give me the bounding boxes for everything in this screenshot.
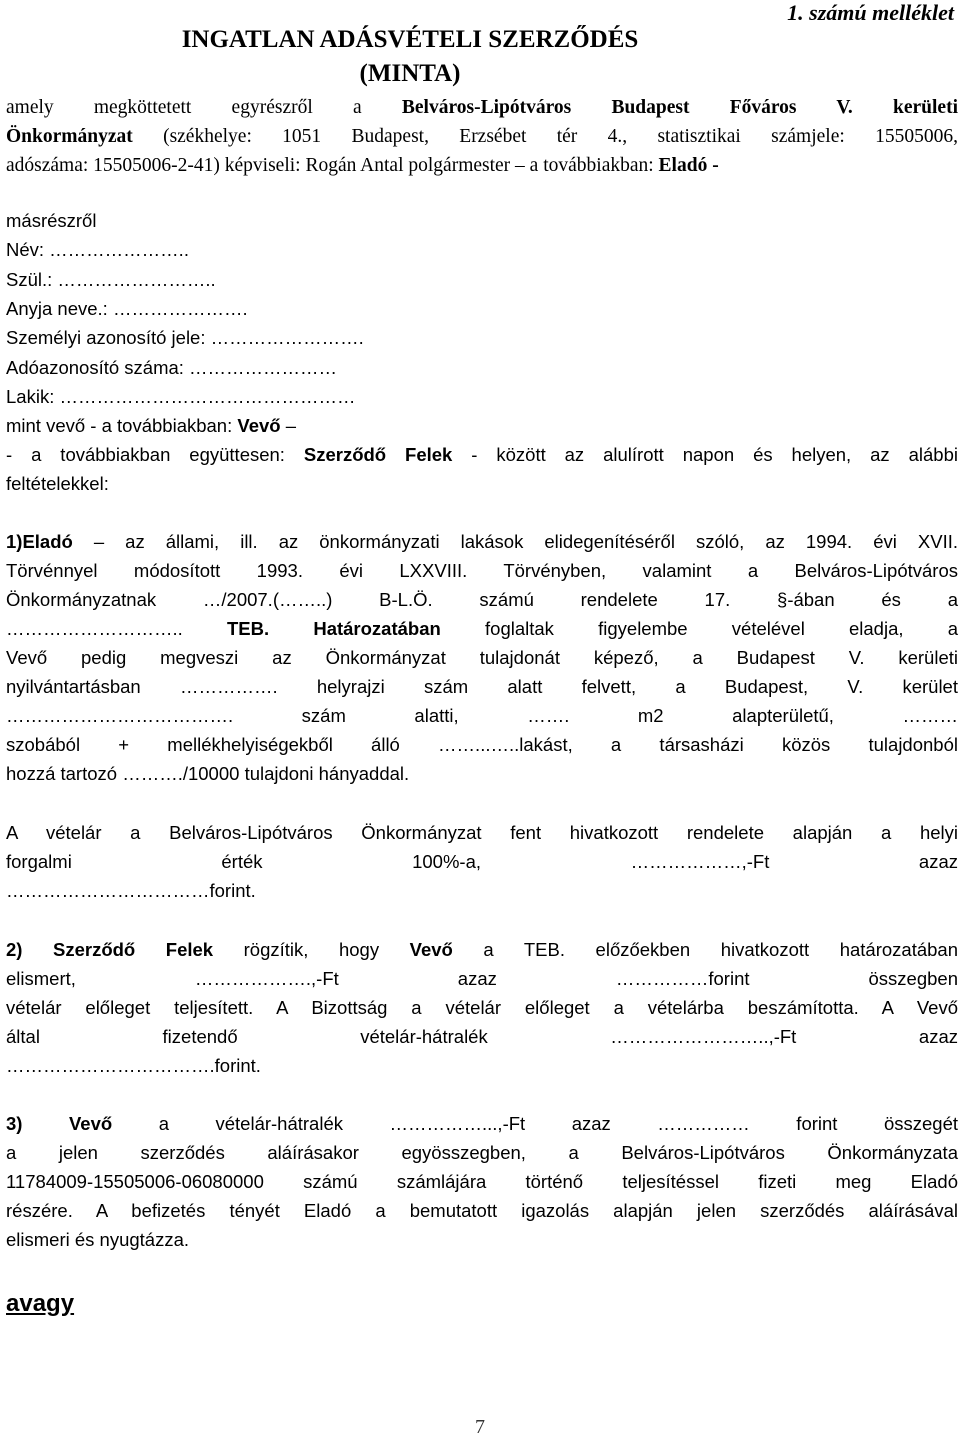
seller-name-end: Önkormányzat bbox=[6, 126, 133, 147]
buyer-label: Vevő bbox=[237, 415, 281, 436]
page-number: 7 bbox=[475, 1416, 485, 1438]
committee-label: TEB. bbox=[226, 618, 270, 639]
section2-line-3: vételár előleget teljesített. A Bizottság a vételár előleget a vételárba beszámította. A Vevő bbox=[6, 997, 958, 1018]
section3-line-5: elismeri és nyugtázza. bbox=[6, 1229, 190, 1250]
section1-line-6: nyilvántartásban ……………. helyrajzi szám alatt felvett, a Budapest, V. kerület bbox=[6, 676, 958, 697]
section1-text: foglaltak figyelembe vételével eladja, a bbox=[440, 618, 959, 639]
document-subtitle: (MINTA) bbox=[359, 60, 461, 87]
parties-text: - a továbbiakban együttesen: bbox=[6, 444, 304, 465]
section3-line-1 bbox=[6, 1109, 958, 1138]
buyer-mother-field: Anyja neve.: …………………. bbox=[6, 298, 248, 319]
seller-label: Eladó bbox=[658, 155, 708, 176]
section2-text: a TEB. előzőekben hivatkozott határozatában bbox=[452, 939, 958, 960]
intro-line-2 bbox=[6, 122, 958, 151]
parties-label: Szerződő Felek bbox=[303, 444, 453, 465]
buyer-role-text: mint vevő - a továbbiakban: bbox=[6, 415, 238, 436]
document-title: INGATLAN ADÁSVÉTELI SZERZŐDÉS bbox=[181, 26, 639, 53]
intro-line-1 bbox=[6, 93, 958, 122]
section1-text: – az állami, ill. az önkormányzati lakások elidegenítéséről szóló, az 1994. évi XVII. bbox=[72, 531, 958, 552]
section2-line-2: elismert, ……………….,-Ft azaz ……………forint összegben bbox=[6, 968, 958, 989]
price-line-2: forgalmi érték 100%-a, ………………,-Ft azaz bbox=[6, 851, 958, 872]
section1-text: ……………………….. bbox=[6, 618, 227, 639]
intro-text: adószáma: 15505006-2-41) képviseli: Rogán Antal polgármester – a továbbiakban: bbox=[6, 155, 659, 176]
intro-text: (székhelye: 1051 Budapest, Erzsébet tér 4., statisztikai számjele: 15505006, bbox=[132, 126, 958, 147]
alternative-heading: avagy bbox=[6, 1290, 75, 1317]
conditions-line: feltételekkel: bbox=[6, 473, 109, 494]
section3-heading: 3) Vevő bbox=[6, 1113, 113, 1134]
buyer-role-text: – bbox=[280, 415, 297, 436]
section1-line-5: Vevő pedig megveszi az Önkormányzat tulajdonát képező, a Budapest V. kerületi bbox=[6, 647, 958, 668]
section1-line-1 bbox=[6, 527, 958, 556]
section1-heading: 1)Eladó bbox=[6, 531, 73, 552]
price-line-1: A vételár a Belváros-Lipótváros Önkormányzat fent hivatkozott rendelete alapján a helyi bbox=[6, 822, 958, 843]
section1-line-8: szobából + mellékhelyiségekből álló ……...…..lakást, a társasházi közös tulajdonból bbox=[6, 734, 958, 755]
buyer-name-field: Név: ………………….. bbox=[6, 239, 189, 260]
section2-line-5: …………………………….forint. bbox=[6, 1055, 261, 1076]
section1-line-2: Törvénnyel módosított 1993. évi LXXVIII. Törvényben, valamint a Belváros-Lipótváros bbox=[6, 560, 958, 581]
section2-line-4: által fizetendő vételár-hátralék ……………………..,-Ft azaz bbox=[6, 1026, 958, 1047]
section1-line-3: Önkormányzatnak …/2007.(……..) B-L.Ö. számú rendelete 17. §-ában és a bbox=[6, 589, 958, 610]
parties-line bbox=[6, 440, 958, 469]
resolution-label: Határozatában bbox=[313, 618, 441, 639]
intro-text: - bbox=[707, 155, 719, 176]
seller-name: Belváros-Lipótváros Budapest Főváros V. kerületi bbox=[401, 97, 959, 118]
section3-line-3: 11784009-15505006-06080000 számú számlájára történő teljesítéssel fizeti meg Eladó bbox=[6, 1171, 958, 1192]
section2-line-1 bbox=[6, 935, 958, 964]
section2-text: rögzítik, hogy bbox=[213, 939, 410, 960]
section3-text: a vételár-hátralék ……………...,-Ft azaz …………… forint összegét bbox=[112, 1113, 958, 1134]
section2-heading: 2) Szerződő Felek bbox=[6, 939, 214, 960]
section1-line-4 bbox=[6, 614, 958, 643]
buyer-intro: másrészről bbox=[6, 210, 97, 231]
buyer-role-line bbox=[6, 411, 958, 440]
section1-line-7: ………………………………. szám alatti, ……. m2 alapterületű, ……… bbox=[6, 705, 958, 726]
section3-line-2: a jelen szerződés aláírásakor egyösszegben, a Belváros-Lipótváros Önkormányzata bbox=[6, 1142, 958, 1163]
annex-label: 1. számú melléklet bbox=[787, 0, 954, 25]
section1-line-9: hozzá tartozó ………./10000 tulajdoni hányaddal. bbox=[6, 763, 410, 784]
parties-text: - között az alulírott napon és helyen, az alábbi bbox=[452, 444, 958, 465]
section3-line-4: részére. A befizetés tényét Eladó a bemutatott igazolás alapján jelen szerződés aláírásával bbox=[6, 1200, 958, 1221]
intro-line-3 bbox=[6, 151, 958, 180]
buyer-tax-field: Adóazonosító száma: …………………… bbox=[6, 357, 338, 378]
buyer-id-field: Személyi azonosító jele: ……………………. bbox=[6, 327, 364, 348]
intro-text: amely megköttetett egyrészről a bbox=[6, 97, 402, 118]
buyer-birth-field: Szül.: …………………….. bbox=[6, 269, 216, 290]
buyer-address-field: Lakik: ………………………………………… bbox=[6, 386, 356, 407]
buyer-label: Vevő bbox=[409, 939, 453, 960]
price-line-3: ……………………………forint. bbox=[6, 880, 256, 901]
